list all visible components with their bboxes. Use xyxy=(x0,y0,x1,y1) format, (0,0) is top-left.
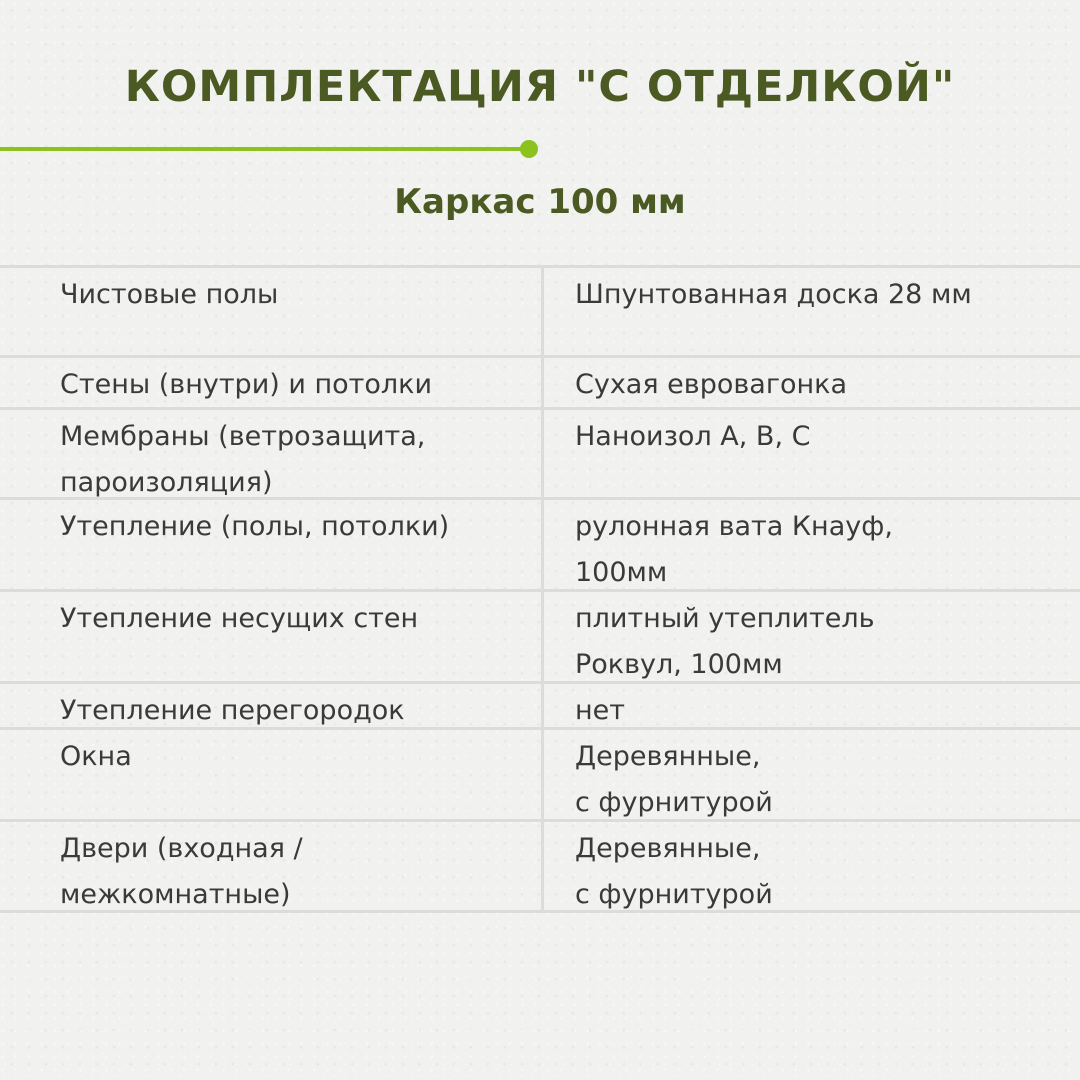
accent-dot-icon xyxy=(520,140,538,158)
spec-row-insulation-partitions xyxy=(0,681,1080,727)
spec-label: Мембраны (ветрозащита, пароизоляция) xyxy=(60,421,426,498)
spec-label: Утепление несущих стен xyxy=(60,603,419,634)
spec-value: нет xyxy=(575,695,625,726)
accent-divider-line xyxy=(0,147,524,151)
section-subtitle: Каркас 100 мм xyxy=(394,182,686,222)
spec-value: Деревянные, с фурнитурой xyxy=(575,741,773,818)
spec-value: Шпунтованная доска 28 мм xyxy=(575,279,972,310)
spec-row-insulation-floors xyxy=(0,497,1080,589)
spec-value: Сухая евровагонка xyxy=(575,369,848,400)
spec-value: рулонная вата Кнауф, 100мм xyxy=(575,511,893,588)
spec-row-windows xyxy=(0,727,1080,819)
spec-label: Чистовые полы xyxy=(60,279,279,310)
spec-row-doors xyxy=(0,819,1080,913)
spec-value: Деревянные, с фурнитурой xyxy=(575,833,773,910)
spec-label: Утепление (полы, потолки) xyxy=(60,511,450,542)
spec-value: Наноизол А, В, С xyxy=(575,421,811,452)
spec-label: Двери (входная / межкомнатные) xyxy=(60,833,303,910)
spec-label: Утепление перегородок xyxy=(60,695,405,726)
spec-table xyxy=(0,265,1080,913)
spec-row-insulation-walls xyxy=(0,589,1080,681)
spec-value: плитный утеплитель Роквул, 100мм xyxy=(575,603,875,680)
page-title: КОМПЛЕКТАЦИЯ "С ОТДЕЛКОЙ" xyxy=(124,62,956,112)
spec-row-membranes xyxy=(0,407,1080,497)
spec-label: Стены (внутри) и потолки xyxy=(60,369,433,400)
spec-row-floors xyxy=(0,265,1080,355)
spec-label: Окна xyxy=(60,741,132,772)
spec-row-walls xyxy=(0,355,1080,407)
